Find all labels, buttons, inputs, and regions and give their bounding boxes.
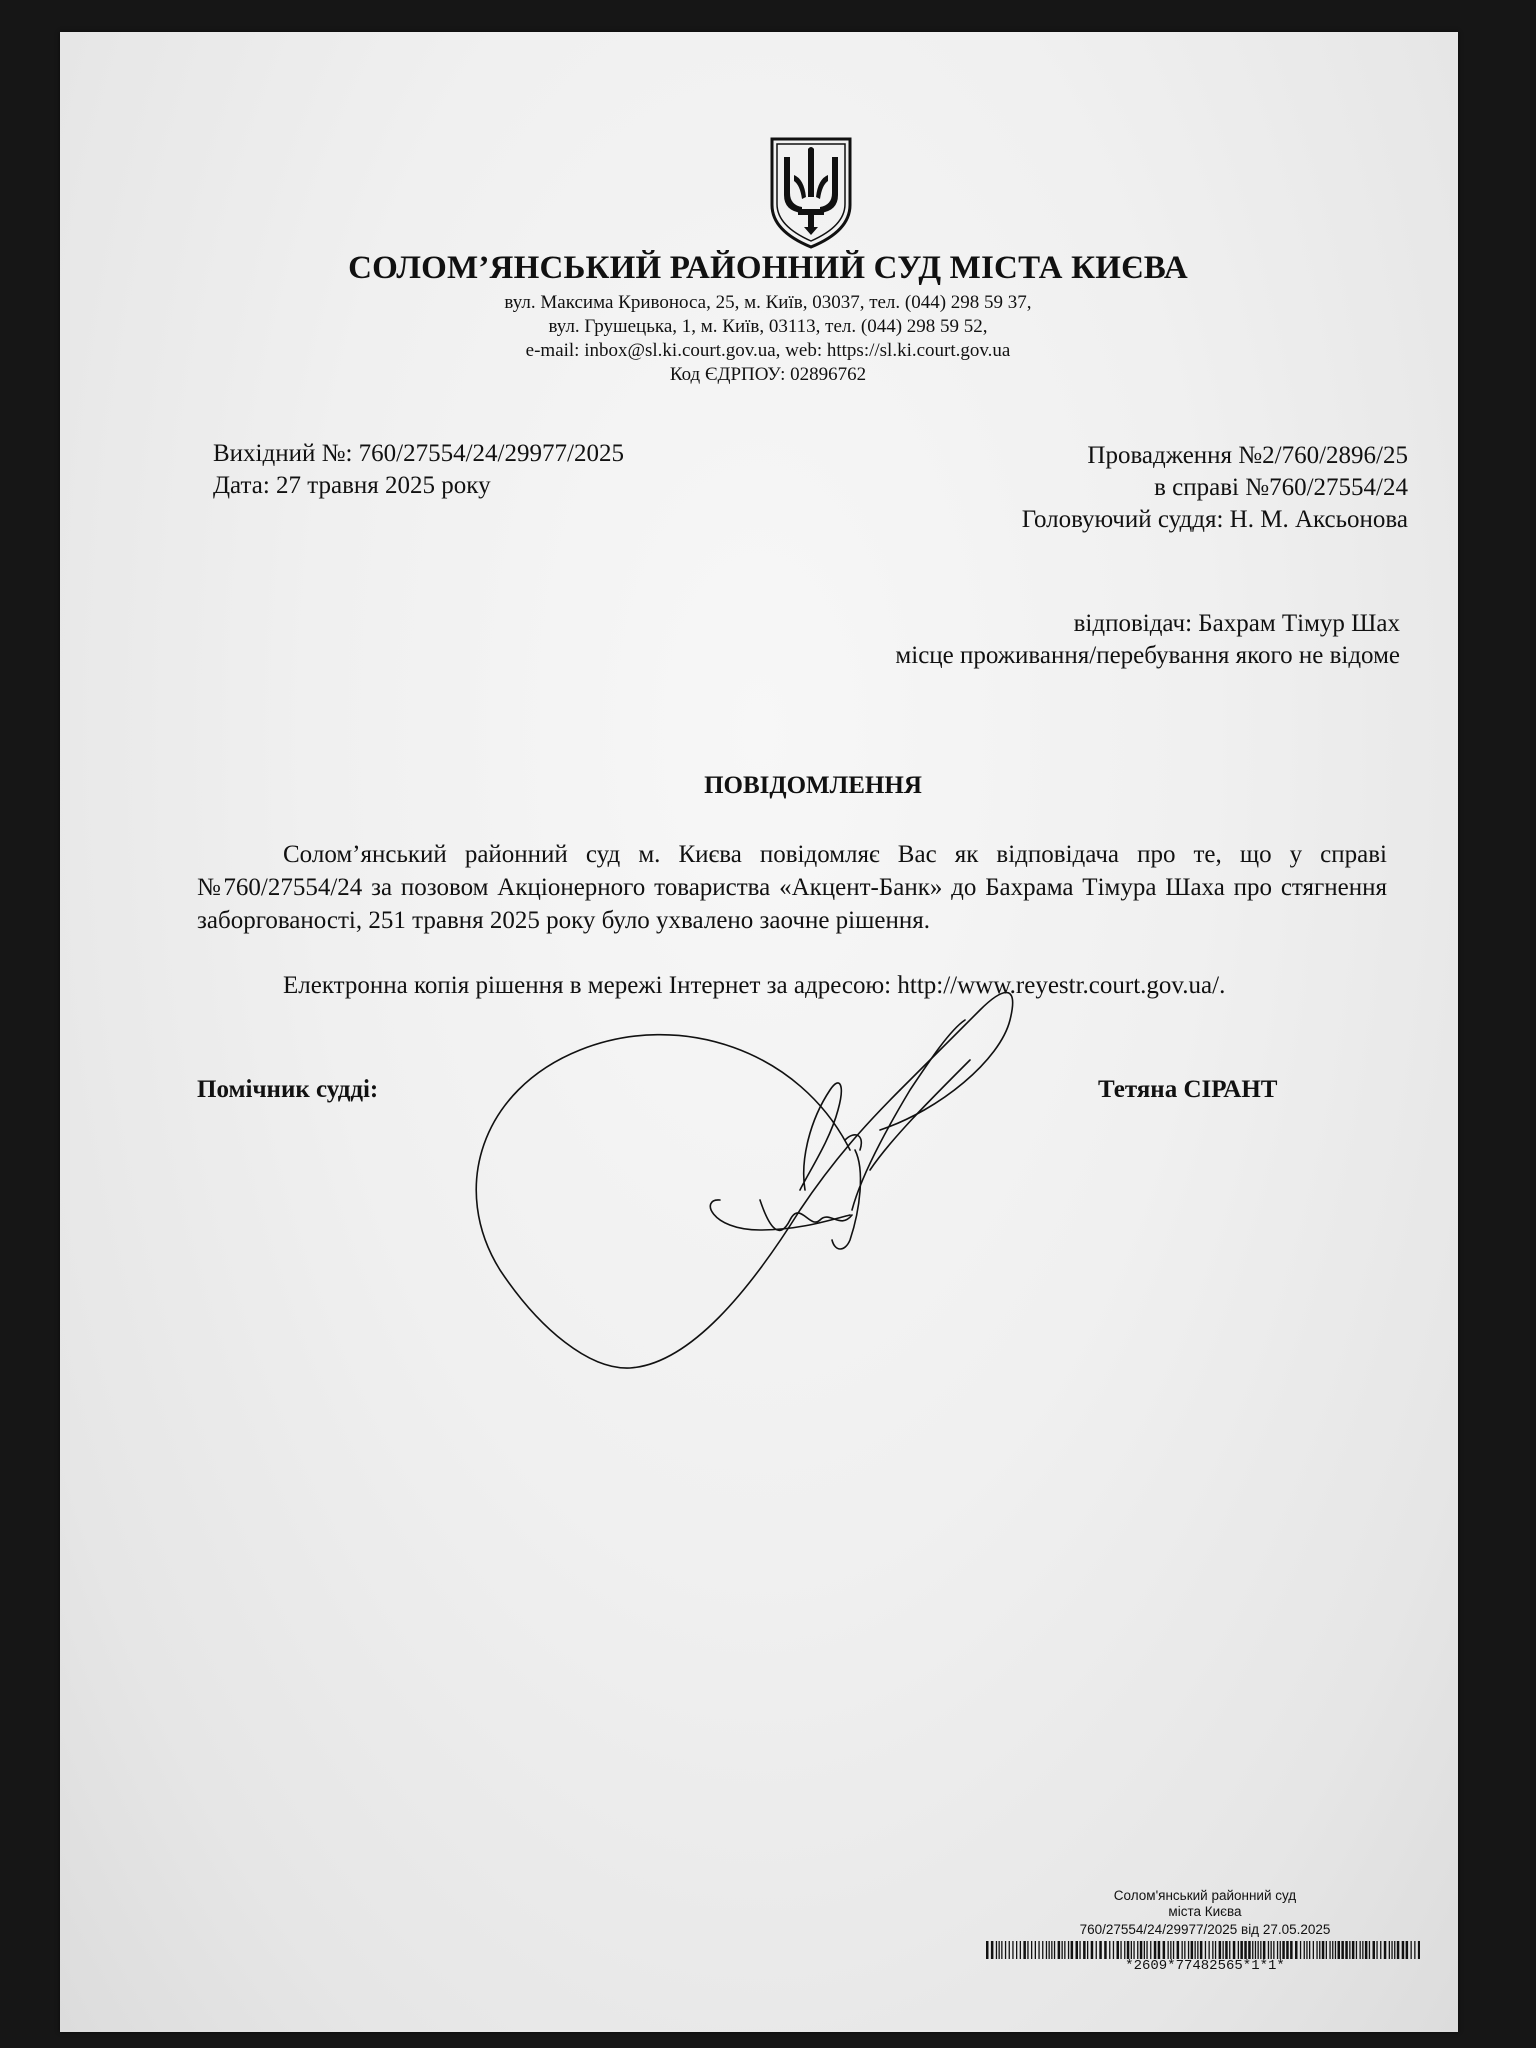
stamp-reference-line: 760/27554/24/29977/2025 від 27.05.2025 — [1079, 1922, 1331, 1937]
barcode-icon — [986, 1941, 1420, 1959]
assistant-judge-name: Тетяна СІРАНТ — [1098, 1076, 1278, 1103]
barcode-text: *2609*77482565*1*1* — [1125, 1958, 1285, 1974]
court-address-line-1: вул. Максима Кривоноса, 25, м. Київ, 03037, тел. (044) 298 59 37, — [504, 292, 1032, 313]
residence-line: місце проживання/перебування якого не відоме — [895, 642, 1400, 669]
ukraine-trident-emblem-icon — [768, 135, 854, 250]
defendant-line: відповідач: Бахрам Тімур Шах — [1073, 610, 1400, 637]
presiding-judge: Головуючий суддя: Н. М. Аксьонова — [1021, 506, 1408, 533]
handwritten-signature-icon — [460, 990, 1080, 1390]
proceeding-number: Провадження №2/760/2896/25 — [1087, 442, 1408, 469]
outgoing-number: Вихідний №: 760/27554/24/29977/2025 — [213, 440, 624, 467]
document-date: Дата: 27 травня 2025 року — [213, 472, 491, 499]
electronic-copy-line: Електронна копія рішення в мережі Інтернет за адресою: http://www.reyestr.court.gov.ua/. — [283, 972, 1226, 999]
notice-title: ПОВІДОМЛЕННЯ — [704, 772, 922, 799]
case-number: в справі №760/27554/24 — [1154, 474, 1408, 501]
stamp-court-line: Солом'янський районний суд — [1113, 1888, 1297, 1903]
court-edrpou-line: Код ЄДРПОУ: 02896762 — [669, 364, 867, 385]
notice-paragraph: Солом’янський районний суд м. Києва повідомляє Вас як відповідача про те, що у справі №760/27554/24 за позовом Акціонерного товариства «Акцент-Банк» до Бахрама Тімура Шаха про стягнення заборгованості, 251 травня 2025 року було ухвалено заочне рішення. — [197, 841, 1387, 934]
court-name-heading: СОЛОМ’ЯНСЬКИЙ РАЙОННИЙ СУД МІСТА КИЄВА — [348, 250, 1188, 286]
court-address-line-2: вул. Грушецька, 1, м. Київ, 03113, тел. (044) 298 59 52, — [548, 316, 988, 337]
assistant-judge-label: Помічник судді: — [197, 1076, 379, 1103]
stamp-city-line: міста Києва — [1168, 1904, 1242, 1919]
court-contact-line: e-mail: inbox@sl.ki.court.gov.ua, web: https://sl.ki.court.gov.ua — [525, 340, 1011, 361]
